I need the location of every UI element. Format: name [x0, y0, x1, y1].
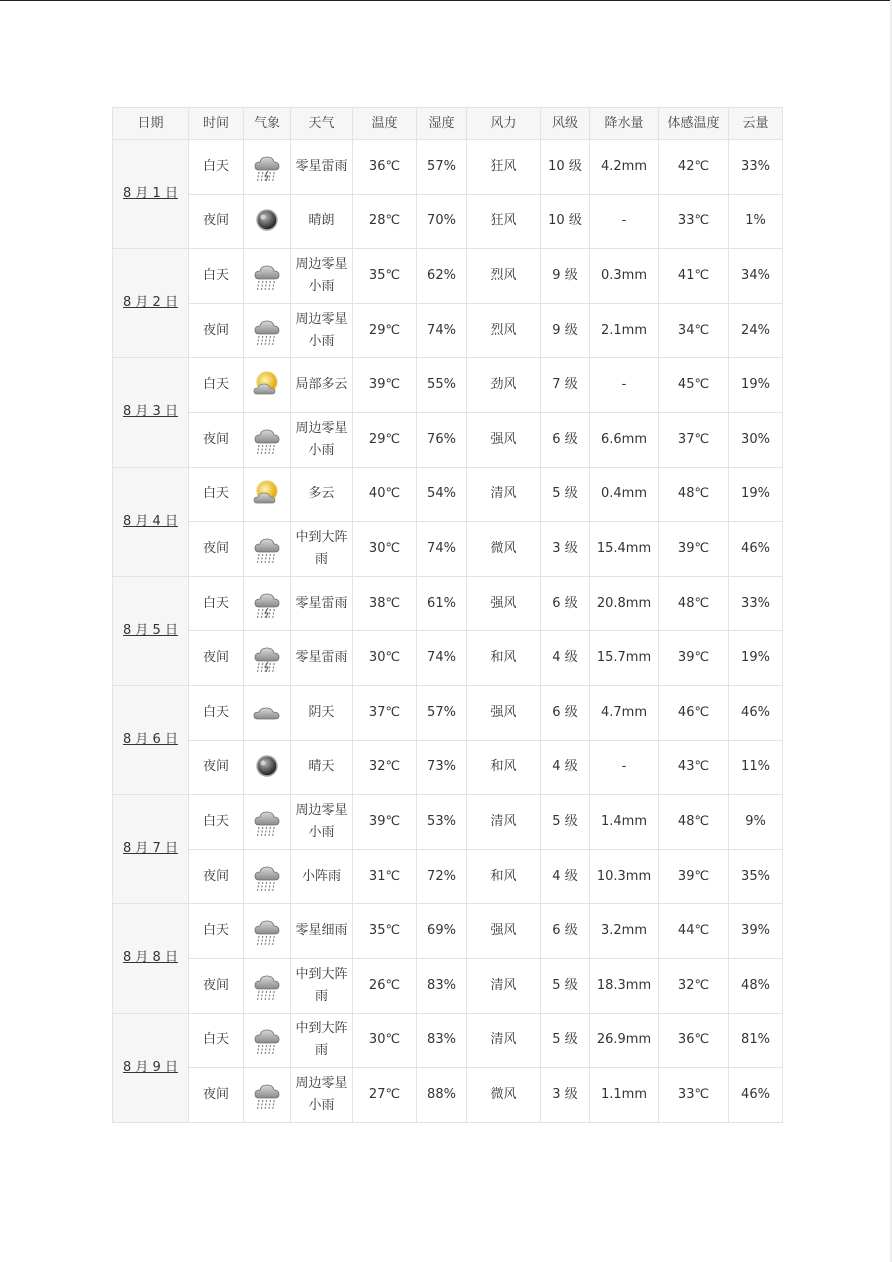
period-cell: 白天 — [189, 140, 244, 195]
clear-night-icon — [251, 204, 283, 238]
cloud-cover-cell: 19% — [729, 358, 783, 413]
humidity-cell: 61% — [417, 576, 467, 631]
precipitation-cell: 15.4mm — [590, 522, 659, 577]
period-cell: 夜间 — [189, 958, 244, 1013]
feels-like-cell: 46℃ — [659, 685, 729, 740]
temperature-cell: 35℃ — [353, 904, 417, 959]
temperature-cell: 37℃ — [353, 685, 417, 740]
wind-cell: 强风 — [467, 685, 541, 740]
date-cell — [113, 1013, 189, 1122]
date-cell — [113, 904, 189, 1013]
wind-level-cell: 4 级 — [541, 631, 590, 686]
period-cell: 夜间 — [189, 849, 244, 904]
period-cell: 白天 — [189, 467, 244, 522]
wind-cell: 劲风 — [467, 358, 541, 413]
feels-like-cell: 33℃ — [659, 1068, 729, 1123]
header-cloud-cover: 云量 — [729, 108, 783, 140]
wind-cell: 微风 — [467, 1068, 541, 1123]
temperature-cell: 39℃ — [353, 358, 417, 413]
feels-like-cell: 37℃ — [659, 412, 729, 467]
date-cell — [113, 795, 189, 904]
header-precipitation: 降水量 — [590, 108, 659, 140]
wind-level-cell: 4 级 — [541, 849, 590, 904]
table-row — [113, 849, 783, 904]
cloud-cover-cell: 33% — [729, 576, 783, 631]
table-row — [113, 303, 783, 358]
wind-cell: 清风 — [467, 958, 541, 1013]
table-row — [113, 140, 783, 195]
feels-like-cell: 34℃ — [659, 303, 729, 358]
temperature-cell: 27℃ — [353, 1068, 417, 1123]
header-wind-level: 风级 — [541, 108, 590, 140]
wind-level-cell: 9 级 — [541, 249, 590, 304]
wind-cell: 烈风 — [467, 249, 541, 304]
wind-level-cell: 7 级 — [541, 358, 590, 413]
wind-level-cell: 6 级 — [541, 576, 590, 631]
partly-cloudy-icon — [251, 477, 283, 511]
wind-cell: 狂风 — [467, 140, 541, 195]
temperature-cell: 35℃ — [353, 249, 417, 304]
rain-icon — [251, 259, 283, 293]
period-cell: 夜间 — [189, 194, 244, 249]
table-row — [113, 576, 783, 631]
feels-like-cell: 48℃ — [659, 576, 729, 631]
temperature-cell: 29℃ — [353, 303, 417, 358]
temperature-cell: 36℃ — [353, 140, 417, 195]
header-icon: 气象 — [244, 108, 291, 140]
wind-cell: 狂风 — [467, 194, 541, 249]
rain-icon — [251, 969, 283, 1003]
wind-level-cell: 10 级 — [541, 140, 590, 195]
weather-icon-cell — [244, 412, 291, 467]
temperature-cell: 38℃ — [353, 576, 417, 631]
date-cell — [113, 467, 189, 576]
header-date: 日期 — [113, 108, 189, 140]
temperature-cell: 32℃ — [353, 740, 417, 795]
wind-cell: 和风 — [467, 849, 541, 904]
weather-icon-cell — [244, 740, 291, 795]
wind-level-cell: 3 级 — [541, 1068, 590, 1123]
feels-like-cell: 39℃ — [659, 849, 729, 904]
temperature-cell: 39℃ — [353, 795, 417, 850]
period-cell: 夜间 — [189, 740, 244, 795]
weather-forecast-table — [112, 107, 783, 1123]
wind-cell: 强风 — [467, 904, 541, 959]
partly-cloudy-icon — [251, 368, 283, 402]
thunder-rain-icon — [251, 641, 283, 675]
wind-cell: 微风 — [467, 522, 541, 577]
weather-cell: 周边零星小雨 — [291, 1068, 353, 1123]
table-row — [113, 249, 783, 304]
temperature-cell: 31℃ — [353, 849, 417, 904]
wind-cell: 清风 — [467, 795, 541, 850]
weather-cell: 零星雷雨 — [291, 576, 353, 631]
wind-level-cell: 5 级 — [541, 795, 590, 850]
feels-like-cell: 39℃ — [659, 522, 729, 577]
precipitation-cell: 0.4mm — [590, 467, 659, 522]
date-cell — [113, 576, 189, 685]
precipitation-cell: 26.9mm — [590, 1013, 659, 1068]
cloud-cover-cell: 35% — [729, 849, 783, 904]
precipitation-cell: 0.3mm — [590, 249, 659, 304]
temperature-cell: 30℃ — [353, 631, 417, 686]
wind-level-cell: 6 级 — [541, 412, 590, 467]
top-border-line — [0, 0, 892, 1]
thunder-rain-icon — [251, 587, 283, 621]
feels-like-cell: 45℃ — [659, 358, 729, 413]
weather-cell: 晴天 — [291, 740, 353, 795]
humidity-cell: 57% — [417, 685, 467, 740]
humidity-cell: 62% — [417, 249, 467, 304]
rain-icon — [251, 1078, 283, 1112]
weather-cell: 零星雷雨 — [291, 140, 353, 195]
period-cell: 白天 — [189, 904, 244, 959]
cloud-cover-cell: 46% — [729, 1068, 783, 1123]
wind-cell: 烈风 — [467, 303, 541, 358]
weather-cell: 中到大阵雨 — [291, 522, 353, 577]
period-cell: 夜间 — [189, 522, 244, 577]
weather-icon-cell — [244, 140, 291, 195]
cloud-cover-cell: 46% — [729, 522, 783, 577]
weather-cell: 多云 — [291, 467, 353, 522]
humidity-cell: 57% — [417, 140, 467, 195]
date-link[interactable]: 8 月 9 日 — [123, 1059, 178, 1075]
feels-like-cell: 36℃ — [659, 1013, 729, 1068]
humidity-cell: 55% — [417, 358, 467, 413]
precipitation-cell: 6.6mm — [590, 412, 659, 467]
feels-like-cell: 48℃ — [659, 795, 729, 850]
rain-icon — [251, 805, 283, 839]
wind-level-cell: 5 级 — [541, 467, 590, 522]
weather-cell: 周边零星小雨 — [291, 249, 353, 304]
date-link[interactable]: 8 月 6 日 — [123, 732, 178, 748]
weather-cell: 中到大阵雨 — [291, 1013, 353, 1068]
rain-icon — [251, 423, 283, 457]
date-cell — [113, 685, 189, 794]
header-wind: 风力 — [467, 108, 541, 140]
humidity-cell: 83% — [417, 958, 467, 1013]
feels-like-cell: 41℃ — [659, 249, 729, 304]
feels-like-cell: 42℃ — [659, 140, 729, 195]
date-link[interactable]: 8 月 5 日 — [123, 622, 178, 638]
precipitation-cell: 2.1mm — [590, 303, 659, 358]
weather-icon-cell — [244, 522, 291, 577]
humidity-cell: 72% — [417, 849, 467, 904]
date-cell — [113, 140, 189, 249]
weather-icon-cell — [244, 1013, 291, 1068]
weather-cell: 小阵雨 — [291, 849, 353, 904]
period-cell: 白天 — [189, 249, 244, 304]
cloud-cover-cell: 48% — [729, 958, 783, 1013]
cloud-cover-cell: 46% — [729, 685, 783, 740]
humidity-cell: 83% — [417, 1013, 467, 1068]
cloud-cover-cell: 30% — [729, 412, 783, 467]
weather-cell: 周边零星小雨 — [291, 795, 353, 850]
period-cell: 白天 — [189, 358, 244, 413]
date-link[interactable]: 8 月 7 日 — [123, 841, 178, 857]
precipitation-cell: 18.3mm — [590, 958, 659, 1013]
feels-like-cell: 43℃ — [659, 740, 729, 795]
cloud-cover-cell: 19% — [729, 467, 783, 522]
feels-like-cell: 32℃ — [659, 958, 729, 1013]
wind-level-cell: 10 级 — [541, 194, 590, 249]
precipitation-cell: - — [590, 358, 659, 413]
table-row — [113, 685, 783, 740]
weather-cell: 零星细雨 — [291, 904, 353, 959]
period-cell: 白天 — [189, 795, 244, 850]
table-row — [113, 467, 783, 522]
header-time: 时间 — [189, 108, 244, 140]
period-cell: 夜间 — [189, 1068, 244, 1123]
wind-cell: 和风 — [467, 740, 541, 795]
table-row — [113, 631, 783, 686]
precipitation-cell: 15.7mm — [590, 631, 659, 686]
period-cell: 白天 — [189, 576, 244, 631]
period-cell: 夜间 — [189, 631, 244, 686]
weather-icon-cell — [244, 685, 291, 740]
wind-level-cell: 6 级 — [541, 904, 590, 959]
period-cell: 白天 — [189, 1013, 244, 1068]
weather-cell: 阴天 — [291, 685, 353, 740]
humidity-cell: 74% — [417, 631, 467, 686]
date-link[interactable]: 8 月 2 日 — [123, 295, 178, 311]
temperature-cell: 28℃ — [353, 194, 417, 249]
weather-cell: 周边零星小雨 — [291, 303, 353, 358]
header-weather: 天气 — [291, 108, 353, 140]
wind-level-cell: 5 级 — [541, 958, 590, 1013]
date-link[interactable]: 8 月 3 日 — [123, 404, 178, 420]
humidity-cell: 70% — [417, 194, 467, 249]
weather-cell: 周边零星小雨 — [291, 412, 353, 467]
date-cell — [113, 249, 189, 358]
table-row — [113, 1013, 783, 1068]
table-row — [113, 958, 783, 1013]
temperature-cell: 29℃ — [353, 412, 417, 467]
period-cell: 夜间 — [189, 412, 244, 467]
rain-icon — [251, 860, 283, 894]
date-link[interactable]: 8 月 1 日 — [123, 186, 178, 202]
precipitation-cell: 1.1mm — [590, 1068, 659, 1123]
weather-cell: 晴朗 — [291, 194, 353, 249]
rain-icon — [251, 532, 283, 566]
date-cell — [113, 358, 189, 467]
weather-icon-cell — [244, 631, 291, 686]
cloud-cover-cell: 19% — [729, 631, 783, 686]
rain-icon — [251, 1023, 283, 1057]
weather-cell: 中到大阵雨 — [291, 958, 353, 1013]
cloud-cover-cell: 81% — [729, 1013, 783, 1068]
weather-icon-cell — [244, 795, 291, 850]
weather-icon-cell — [244, 194, 291, 249]
cloud-cover-cell: 33% — [729, 140, 783, 195]
feels-like-cell: 39℃ — [659, 631, 729, 686]
precipitation-cell: 1.4mm — [590, 795, 659, 850]
clear-night-icon — [251, 750, 283, 784]
weather-icon-cell — [244, 467, 291, 522]
wind-cell: 和风 — [467, 631, 541, 686]
wind-level-cell: 4 级 — [541, 740, 590, 795]
table-row — [113, 1068, 783, 1123]
date-link[interactable]: 8 月 8 日 — [123, 950, 178, 966]
table-row — [113, 795, 783, 850]
temperature-cell: 30℃ — [353, 1013, 417, 1068]
rain-icon — [251, 914, 283, 948]
cloud-cover-cell: 1% — [729, 194, 783, 249]
table-row — [113, 904, 783, 959]
cloud-cover-cell: 11% — [729, 740, 783, 795]
humidity-cell: 76% — [417, 412, 467, 467]
precipitation-cell: 3.2mm — [590, 904, 659, 959]
period-cell: 夜间 — [189, 303, 244, 358]
period-cell: 白天 — [189, 685, 244, 740]
precipitation-cell: 20.8mm — [590, 576, 659, 631]
date-link[interactable]: 8 月 4 日 — [123, 513, 178, 529]
table-row — [113, 522, 783, 577]
weather-icon-cell — [244, 849, 291, 904]
weather-icon-cell — [244, 358, 291, 413]
humidity-cell: 73% — [417, 740, 467, 795]
weather-icon-cell — [244, 958, 291, 1013]
weather-cell: 零星雷雨 — [291, 631, 353, 686]
humidity-cell: 53% — [417, 795, 467, 850]
precipitation-cell: - — [590, 740, 659, 795]
table-row — [113, 358, 783, 413]
header-humidity: 湿度 — [417, 108, 467, 140]
header-feels-like: 体感温度 — [659, 108, 729, 140]
wind-level-cell: 9 级 — [541, 303, 590, 358]
weather-icon-cell — [244, 576, 291, 631]
wind-level-cell: 5 级 — [541, 1013, 590, 1068]
feels-like-cell: 33℃ — [659, 194, 729, 249]
precipitation-cell: 4.7mm — [590, 685, 659, 740]
humidity-cell: 69% — [417, 904, 467, 959]
cloud-cover-cell: 34% — [729, 249, 783, 304]
table-row — [113, 740, 783, 795]
table-row — [113, 194, 783, 249]
humidity-cell: 54% — [417, 467, 467, 522]
weather-icon-cell — [244, 303, 291, 358]
wind-cell: 强风 — [467, 412, 541, 467]
feels-like-cell: 44℃ — [659, 904, 729, 959]
cloud-cover-cell: 39% — [729, 904, 783, 959]
cloud-cover-cell: 24% — [729, 303, 783, 358]
weather-icon-cell — [244, 249, 291, 304]
wind-cell: 强风 — [467, 576, 541, 631]
weather-icon-cell — [244, 904, 291, 959]
wind-cell: 清风 — [467, 1013, 541, 1068]
wind-level-cell: 6 级 — [541, 685, 590, 740]
wind-cell: 清风 — [467, 467, 541, 522]
humidity-cell: 88% — [417, 1068, 467, 1123]
precipitation-cell: - — [590, 194, 659, 249]
wind-level-cell: 3 级 — [541, 522, 590, 577]
weather-icon-cell — [244, 1068, 291, 1123]
feels-like-cell: 48℃ — [659, 467, 729, 522]
temperature-cell: 26℃ — [353, 958, 417, 1013]
precipitation-cell: 4.2mm — [590, 140, 659, 195]
overcast-icon — [251, 696, 283, 730]
humidity-cell: 74% — [417, 303, 467, 358]
weather-cell: 局部多云 — [291, 358, 353, 413]
humidity-cell: 74% — [417, 522, 467, 577]
cloud-cover-cell: 9% — [729, 795, 783, 850]
table-row — [113, 412, 783, 467]
precipitation-cell: 10.3mm — [590, 849, 659, 904]
temperature-cell: 40℃ — [353, 467, 417, 522]
header-row — [113, 108, 783, 140]
header-temperature: 温度 — [353, 108, 417, 140]
rain-icon — [251, 314, 283, 348]
thunder-rain-icon — [251, 150, 283, 184]
temperature-cell: 30℃ — [353, 522, 417, 577]
